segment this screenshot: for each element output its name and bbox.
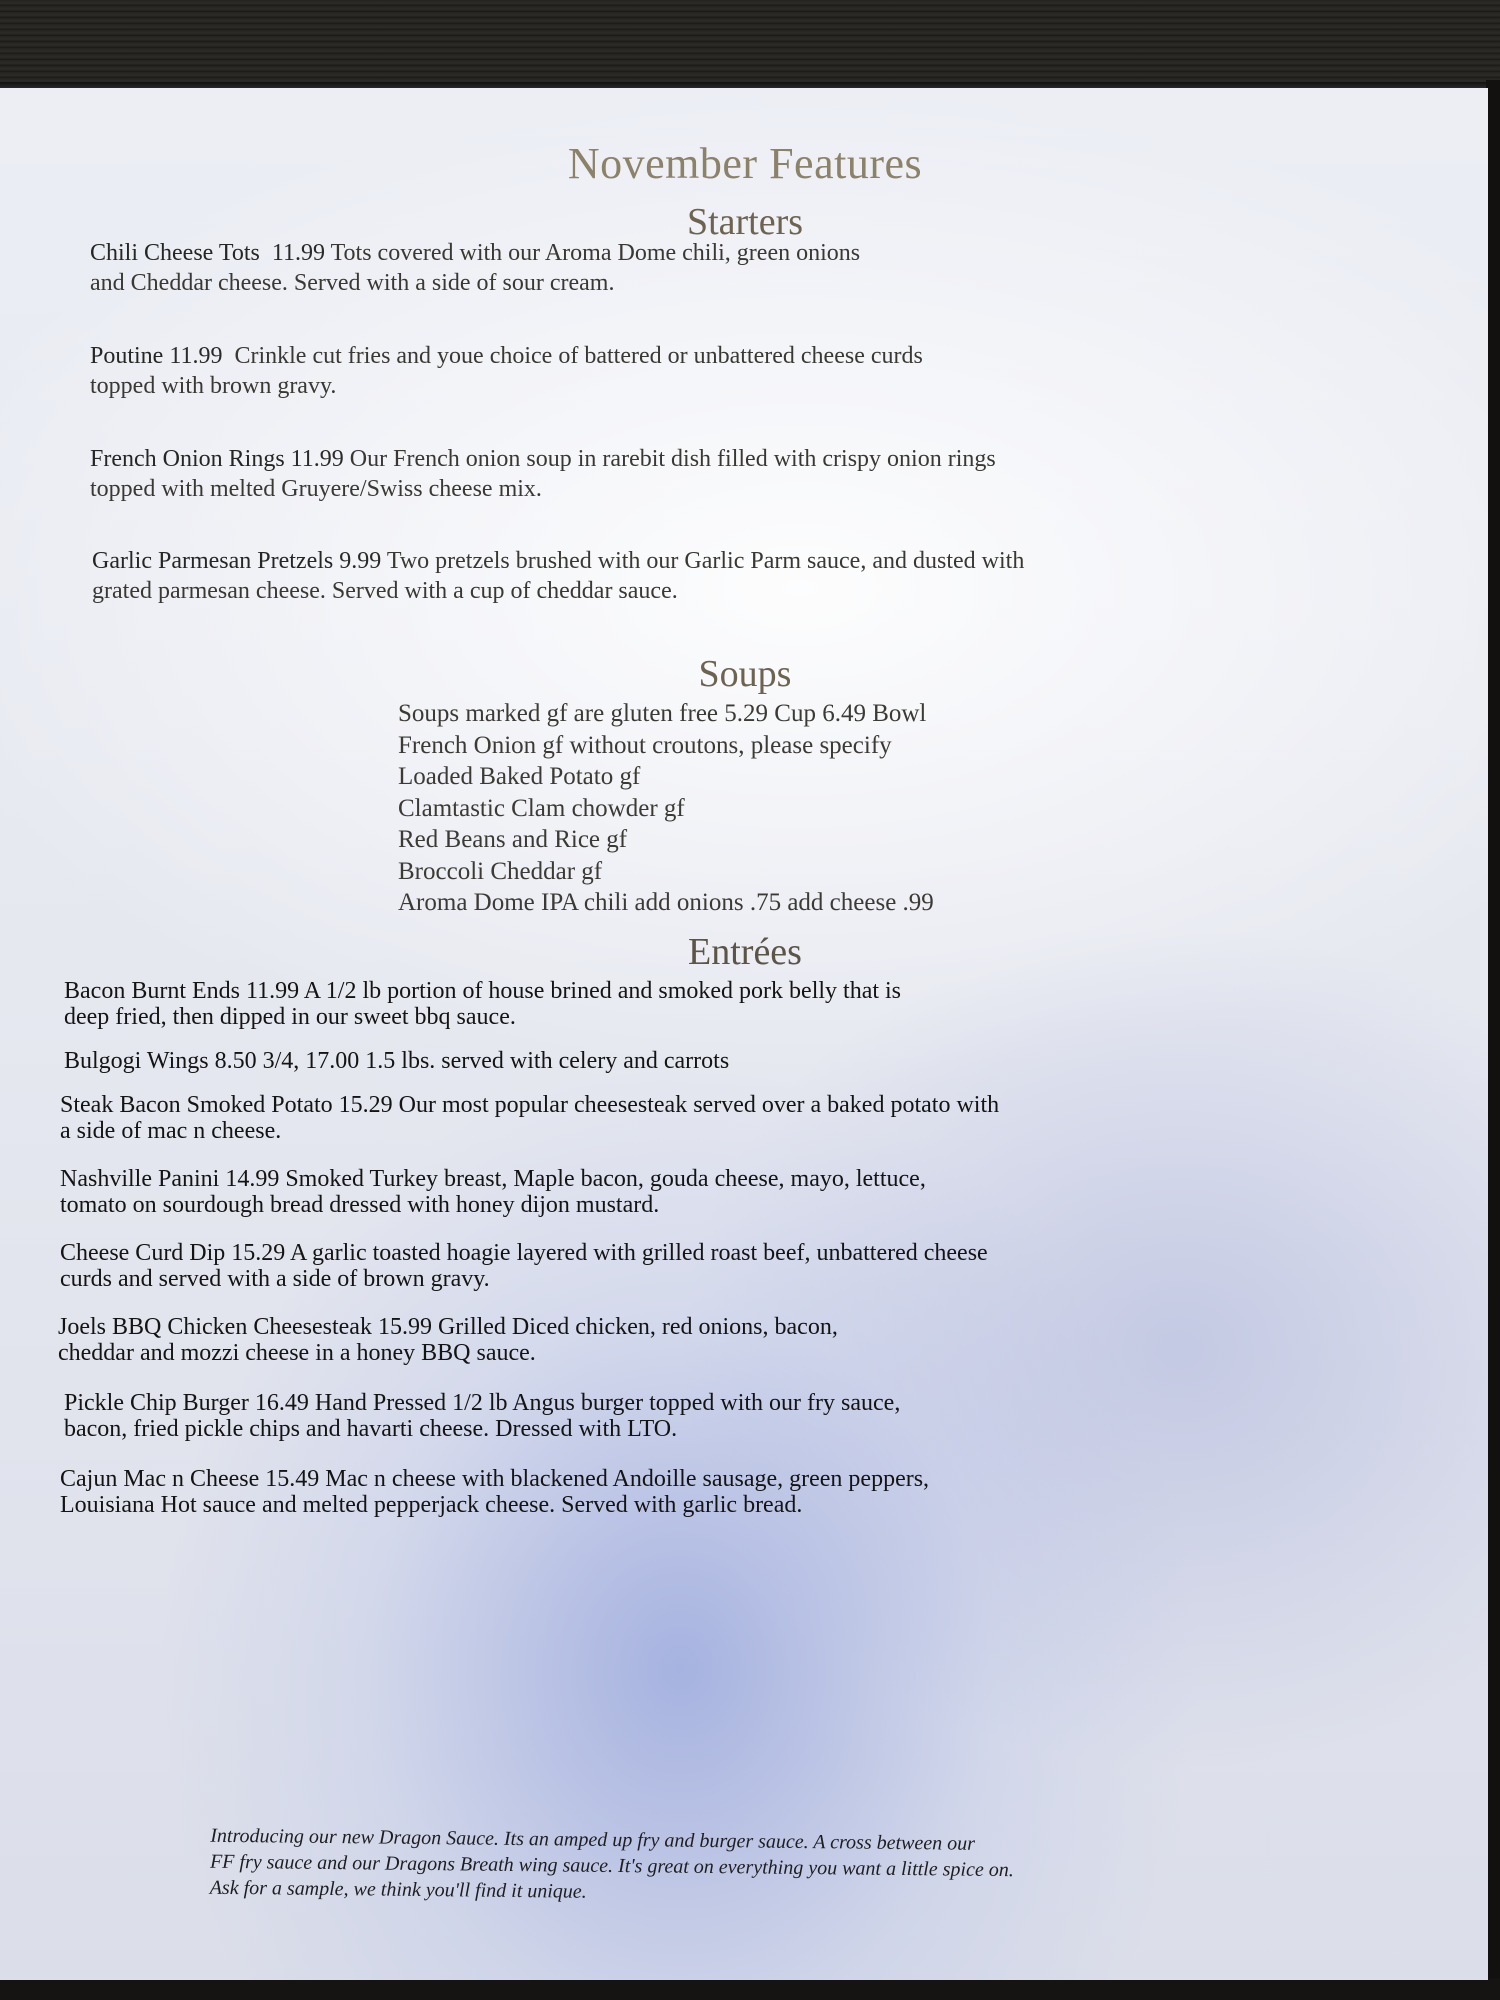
entree-line-cont: curds and served with a side of brown gravy. xyxy=(60,1266,490,1292)
soups-heading: Soups xyxy=(698,653,792,695)
starter-description-cont: topped with melted Gruyere/Swiss cheese mix. xyxy=(90,476,542,502)
starter-item xyxy=(92,546,1024,606)
menu-page xyxy=(0,88,1488,1980)
entree-line: Pickle Chip Burger 16.49 Hand Pressed 1/2 lb Angus burger topped with our fry sauce, xyxy=(64,1390,901,1416)
starter-name: Garlic Parmesan Pretzels xyxy=(92,548,334,574)
entree-line: Steak Bacon Smoked Potato 15.29 Our most popular cheesesteak served over a baked potato with xyxy=(60,1092,1000,1118)
entree-item xyxy=(60,1092,999,1144)
starter-line-1 xyxy=(90,238,860,268)
menu-title: November Features xyxy=(567,139,923,188)
entree-line: Nashville Panini 14.99 Smoked Turkey breast, Maple bacon, gouda cheese, mayo, lettuce, xyxy=(60,1166,926,1192)
entree-line: Bulgogi Wings 8.50 3/4, 17.00 1.5 lbs. served with celery and carrots xyxy=(64,1048,730,1074)
starter-item xyxy=(90,341,923,401)
starter-line-1 xyxy=(92,546,1024,576)
starter-description-cont: topped with brown gravy. xyxy=(90,373,337,399)
entree-line: Cajun Mac n Cheese 15.49 Mac n cheese with blackened Andoille sausage, green peppers, xyxy=(60,1466,930,1492)
starter-price: 11.99 xyxy=(290,446,344,472)
starter-description: Our French onion soup in rarebit dish filled with crispy onion rings xyxy=(349,446,996,472)
note-line: FF fry sauce and our Dragons Breath wing sauce. It's great on everything you want a little spice on. xyxy=(209,1850,1014,1882)
entree-item xyxy=(64,1390,900,1442)
starters-heading: Starters xyxy=(686,201,804,243)
starter-price: 11.99 xyxy=(271,240,325,266)
starter-description-cont: grated parmesan cheese. Served with a cup of cheddar sauce. xyxy=(92,578,678,604)
soup-item: Clamtastic Clam chowder gf xyxy=(398,794,685,822)
soup-item: French Onion gf without croutons, please specify xyxy=(398,731,892,759)
starter-item xyxy=(90,238,860,298)
starter-name: Chili Cheese Tots xyxy=(90,240,260,266)
starter-description-cont: and Cheddar cheese. Served with a side of sour cream. xyxy=(90,270,615,296)
entree-line-cont: bacon, fried pickle chips and havarti cheese. Dressed with LTO. xyxy=(64,1416,678,1442)
starter-line-1 xyxy=(90,444,996,474)
starter-price: 11.99 xyxy=(169,343,223,369)
starter-description: Crinkle cut fries and youe choice of battered or unbattered cheese curds xyxy=(234,343,923,369)
menu-content xyxy=(0,88,1488,1980)
soup-item: Loaded Baked Potato gf xyxy=(398,763,641,790)
soup-item: Aroma Dome IPA chili add onions .75 add cheese .99 xyxy=(398,889,934,916)
soup-item: Soups marked gf are gluten free 5.29 Cup 6.49 Bowl xyxy=(398,700,927,727)
entree-item xyxy=(58,1314,838,1366)
entree-item xyxy=(64,1048,729,1074)
entree-line-cont: deep fried, then dipped in our sweet bbq sauce. xyxy=(64,1004,516,1030)
entrees-heading: Entrées xyxy=(688,931,802,973)
entree-item xyxy=(60,1240,988,1292)
soup-item: Broccoli Cheddar gf xyxy=(398,857,603,885)
entree-item xyxy=(60,1466,929,1518)
entree-line-cont: tomato on sourdough bread dressed with honey dijon mustard. xyxy=(60,1192,660,1218)
entree-line: Cheese Curd Dip 15.29 A garlic toasted hoagie layered with grilled roast beef, unbattered cheese xyxy=(60,1240,988,1266)
binder-bottom-edge xyxy=(0,1978,1500,2000)
starter-name: Poutine xyxy=(90,343,164,369)
soup-item: Red Beans and Rice gf xyxy=(398,826,628,853)
entree-item xyxy=(64,978,901,1030)
entree-item xyxy=(60,1166,926,1218)
entree-line: Bacon Burnt Ends 11.99 A 1/2 lb portion of house brined and smoked pork belly that is xyxy=(64,978,902,1004)
note-line: Introducing our new Dragon Sauce. Its an amped up fry and burger sauce. A cross between our xyxy=(210,1824,976,1855)
starter-description: Two pretzels brushed with our Garlic Parm sauce, and dusted with xyxy=(386,548,1025,574)
starter-line-1 xyxy=(90,341,923,371)
dragon-sauce-note xyxy=(210,1823,1211,1911)
starter-price: 9.99 xyxy=(339,548,382,574)
starter-description: Tots covered with our Aroma Dome chili, green onions xyxy=(330,240,861,266)
starter-item xyxy=(90,444,996,504)
note-line: Ask for a sample, we think you'll find it unique. xyxy=(209,1876,587,1903)
entree-line-cont: Louisiana Hot sauce and melted pepperjack cheese. Served with garlic bread. xyxy=(60,1492,803,1518)
entree-line-cont: a side of mac n cheese. xyxy=(60,1118,282,1144)
binder-right-edge xyxy=(1486,80,1500,2000)
starter-name: French Onion Rings xyxy=(90,446,285,472)
entree-line: Joels BBQ Chicken Cheesesteak 15.99 Grilled Diced chicken, red onions, bacon, xyxy=(58,1314,838,1340)
entree-line-cont: cheddar and mozzi cheese in a honey BBQ sauce. xyxy=(58,1340,536,1366)
soups-list xyxy=(398,698,1118,919)
binder-top-edge xyxy=(0,0,1500,92)
